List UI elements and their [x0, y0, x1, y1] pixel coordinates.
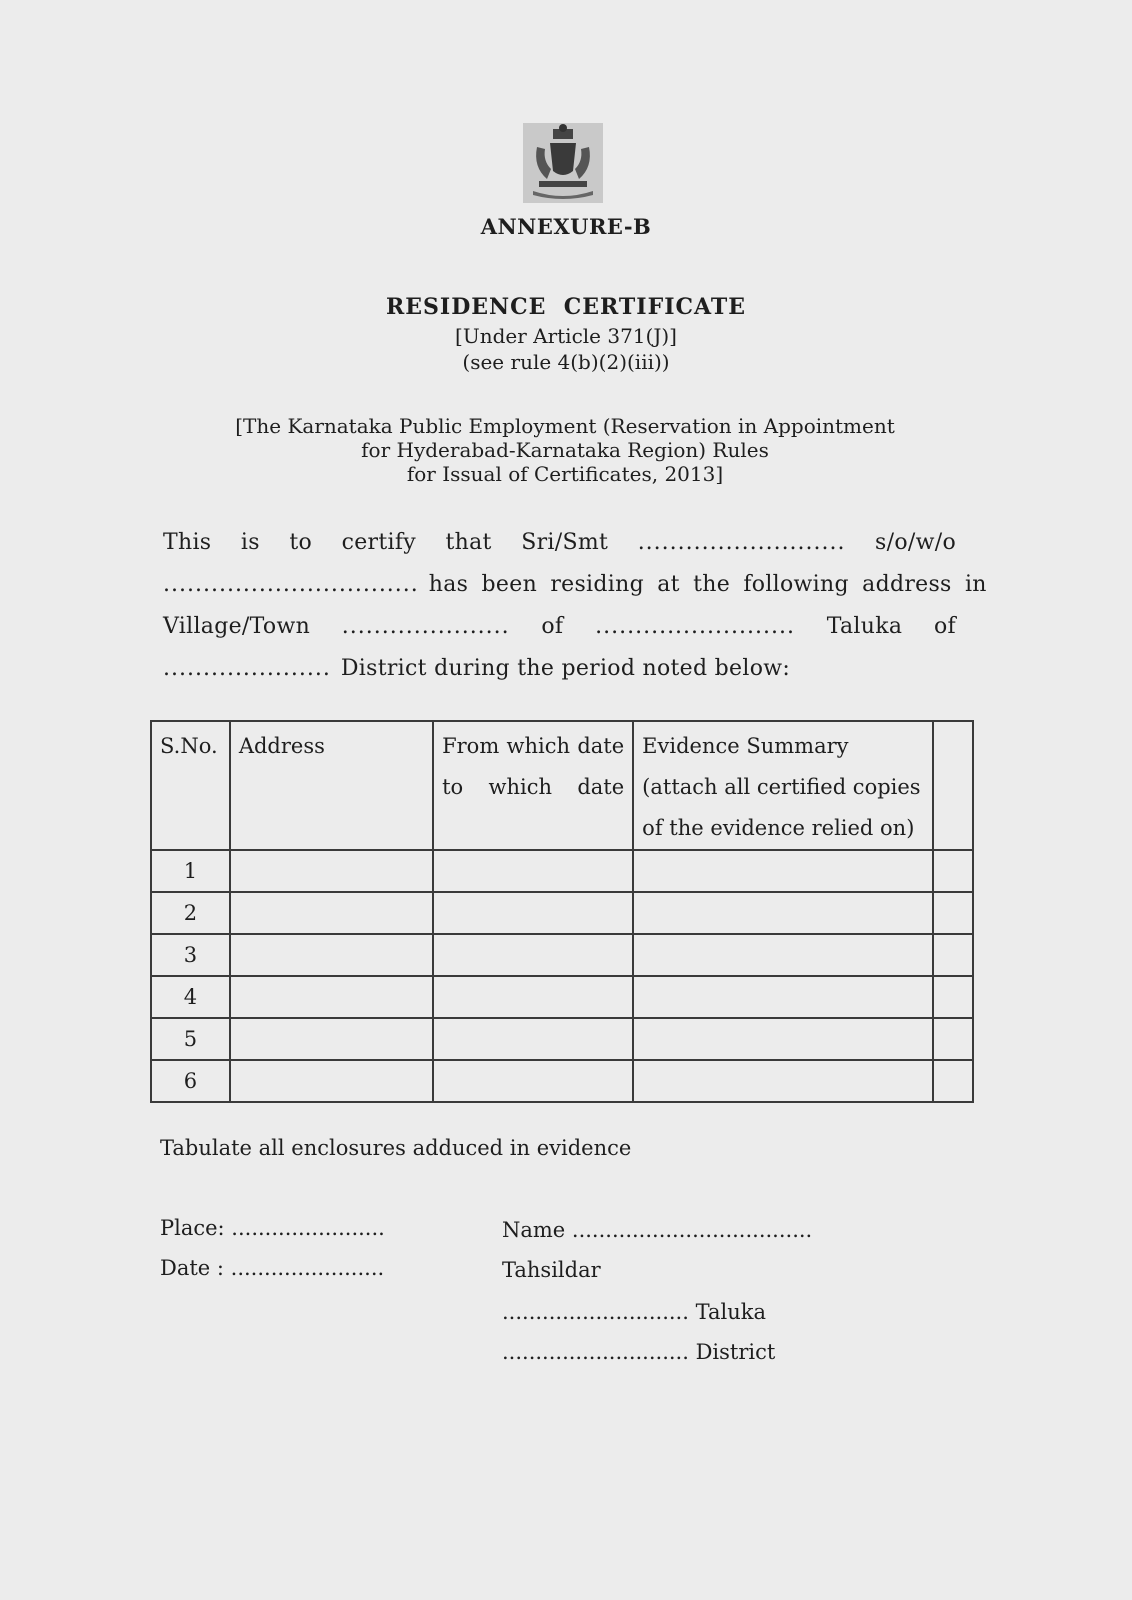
table-header-row — [151, 721, 973, 850]
header-from-to-date: From which date to which date — [433, 721, 633, 850]
cert-line-2 — [163, 564, 987, 606]
of-label-2: of — [933, 614, 956, 639]
village-blank: ..................... — [341, 614, 510, 639]
row-number: 2 — [151, 892, 230, 934]
signatory-name-field: Name .................................... — [502, 1218, 813, 1242]
header-blank — [933, 721, 973, 850]
rules-line-3: for Issual of Certificates, 2013] — [406, 462, 724, 486]
rules-line-1: [The Karnataka Public Employment (Reservation in Appointment — [235, 414, 895, 438]
cert-word-sri-smt: Sri/Smt — [521, 530, 609, 555]
header-sno: S.No. — [151, 721, 230, 850]
state-emblem-logo — [523, 123, 603, 203]
enclosures-note: Tabulate all enclosures adduced in evidence — [160, 1136, 632, 1160]
table-row — [151, 1018, 973, 1060]
header-address: Address — [230, 721, 433, 850]
cert-word-is: is — [240, 530, 260, 555]
table-row — [151, 850, 973, 892]
date-range-cell[interactable] — [433, 892, 633, 934]
blank-cell — [933, 892, 973, 934]
table-row — [151, 934, 973, 976]
blank-cell — [933, 1018, 973, 1060]
certificate-title: RESIDENCE CERTIFICATE — [385, 294, 747, 320]
address-cell[interactable] — [230, 892, 433, 934]
cert-word-certify: certify — [341, 530, 416, 555]
article-reference: [Under Article 371(J)] — [455, 324, 677, 348]
parent-name-blank: ................................ — [163, 572, 419, 597]
blank-cell — [933, 1060, 973, 1102]
district-blank: ..................... — [163, 656, 331, 681]
evidence-cell[interactable] — [633, 1060, 933, 1102]
evidence-cell[interactable] — [633, 850, 933, 892]
cert-line-4 — [163, 648, 956, 690]
name-blank: .......................... — [637, 530, 846, 555]
row-number: 5 — [151, 1018, 230, 1060]
blank-cell — [933, 850, 973, 892]
table-row — [151, 1060, 973, 1102]
date-range-cell[interactable] — [433, 976, 633, 1018]
annexure-label: ANNEXURE-B — [480, 214, 652, 239]
district-period-text: District during the period noted below: — [340, 656, 791, 681]
address-cell[interactable] — [230, 976, 433, 1018]
row-number: 1 — [151, 850, 230, 892]
cert-word-to: to — [289, 530, 313, 555]
date-field: Date : ....................... — [160, 1256, 385, 1280]
residing-text: has been residing at the following address in — [428, 572, 987, 597]
certification-paragraph — [163, 522, 987, 690]
date-range-cell[interactable] — [433, 850, 633, 892]
address-cell[interactable] — [230, 850, 433, 892]
cert-word-that: that — [445, 530, 492, 555]
cert-word-this: This — [163, 530, 212, 555]
address-cell[interactable] — [230, 1018, 433, 1060]
header-evidence-summary: Evidence Summary (attach all certified copies of the evidence relied on) — [633, 721, 933, 850]
taluka-blank: ......................... — [595, 614, 795, 639]
evidence-cell[interactable] — [633, 934, 933, 976]
evidence-cell[interactable] — [633, 976, 933, 1018]
evidence-cell[interactable] — [633, 1018, 933, 1060]
address-cell[interactable] — [230, 934, 433, 976]
blank-cell — [933, 976, 973, 1018]
relation-label: s/o/w/o — [875, 530, 956, 555]
taluka-label: Taluka — [826, 614, 903, 639]
place-field: Place: ....................... — [160, 1216, 385, 1240]
table-row — [151, 976, 973, 1018]
village-town-label: Village/Town — [163, 614, 311, 639]
evidence-cell[interactable] — [633, 892, 933, 934]
signatory-district-field: ............................ District — [502, 1340, 776, 1364]
table-row — [151, 892, 973, 934]
row-number: 3 — [151, 934, 230, 976]
cert-line-1 — [163, 522, 956, 564]
rules-line-2: for Hyderabad-Karnataka Region) Rules — [361, 438, 769, 462]
row-number: 4 — [151, 976, 230, 1018]
row-number: 6 — [151, 1060, 230, 1102]
rule-reference: (see rule 4(b)(2)(iii)) — [462, 350, 670, 374]
of-label-1: of — [541, 614, 564, 639]
blank-cell — [933, 934, 973, 976]
rules-reference — [200, 414, 930, 486]
date-range-cell[interactable] — [433, 934, 633, 976]
residence-table — [150, 720, 974, 1103]
date-range-cell[interactable] — [433, 1018, 633, 1060]
cert-line-3 — [163, 606, 956, 648]
signatory-taluka-field: ............................ Taluka — [502, 1300, 766, 1324]
tahsildar-label: Tahsildar — [502, 1258, 601, 1282]
date-range-cell[interactable] — [433, 1060, 633, 1102]
address-cell[interactable] — [230, 1060, 433, 1102]
